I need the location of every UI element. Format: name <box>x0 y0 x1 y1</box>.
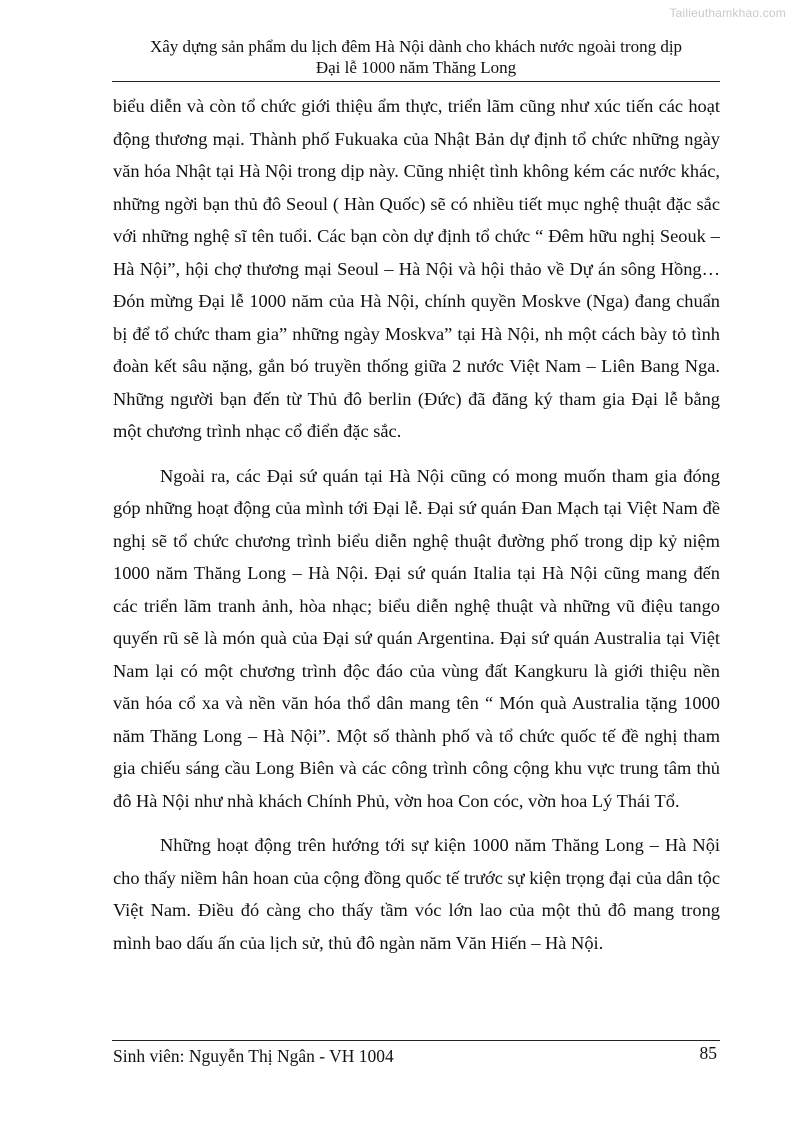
header-line-2: Đại lễ 1000 năm Thăng Long <box>315 58 517 77</box>
page-body <box>113 90 720 971</box>
footer-divider <box>112 1040 720 1041</box>
page-number: 85 <box>699 1043 717 1063</box>
paragraph-continued: biểu diễn và còn tổ chức giới thiệu ẩm thực, triển lãm cũng như xúc tiến các hoạt động thương mại. Thành phố Fukuaka của Nhật Bản dự định tổ chức những ngày văn hóa Nhật tại Hà Nội trong dịp này. Cũng nhiệt tình không kém các nước khác, những ngời bạn thủ đô Seoul ( Hàn Quốc) sẽ có nhiều tiết mục nghệ thuật đặc sắc với những nghệ sĩ tên tuổi. Các bạn còn dự định tổ chức “ Đêm hữu nghị Seouk – Hà Nội”, hội chợ thương mại Seoul – Hà Nội và hội thảo về Dự án sông Hồng…Đón mừng Đại lễ 1000 năm của Hà Nội, chính quyền Moskve (Nga) đang chuẩn bị để tổ chức tham gia” những ngày Moskva” tại Hà Nội, nh một cách bày tỏ tình đoàn kết sâu nặng, gắn bó truyền thống giữa 2 nước Việt Nam – Liên Bang Nga. Những người bạn đến từ Thủ đô berlin (Đức) đã đăng ký tham gia Đại lễ bằng một chương trình nhạc cổ điển đặc sắc. <box>113 96 720 441</box>
footer-author: Sinh viên: Nguyễn Thị Ngân - VH 1004 <box>113 1046 394 1066</box>
watermark: Tailieuthamkhao.com <box>669 6 786 20</box>
header-line-1: Xây dựng sản phẩm du lịch đêm Hà Nội dành cho khách nước ngoài trong dịp <box>149 37 683 56</box>
paragraph: Những hoạt động trên hướng tới sự kiện 1000 năm Thăng Long – Hà Nội cho thấy niềm hân hoan của cộng đồng quốc tế trước sự kiện trọng đại của dân tộc Việt Nam. Điều đó càng cho thấy tầm vóc lớn lao của một thủ đô mang trong mình bao dấu ấn của lịch sử, thủ đô ngàn năm Văn Hiến – Hà Nội. <box>113 835 720 953</box>
header-divider <box>112 81 720 82</box>
paragraph: Ngoài ra, các Đại sứ quán tại Hà Nội cũng có mong muốn tham gia đóng góp những hoạt động của mình tới Đại lễ. Đại sứ quán Đan Mạch tại Việt Nam đề nghị sẽ tổ chức chương trình biểu diễn nghệ thuật đường phố trong dịp kỷ niệm 1000 năm Thăng Long – Hà Nội. Đại sứ quán Italia tại Hà Nội cũng mang đến các triển lãm tranh ảnh, hòa nhạc; biểu diễn nghệ thuật và những vũ điệu tango quyến rũ sẽ là món quà của Đại sứ quán Argentina. Đại sứ quán Australia tại Việt Nam lại có một chương trình độc đáo của vùng đất Kangkuru là giới thiệu nền văn hóa cổ xa và nền văn hóa thổ dân mang tên “ Món quà Australia tặng 1000 năm Thăng Long – Hà Nội”. Một số thành phố và tổ chức quốc tế đề nghị tham gia chiếu sáng cầu Long Biên và các công trình công cộng khu vực trung tâm thủ đô Hà Nội như nhà khách Chính Phủ, vờn hoa Con cóc, vờn hoa Lý Thái Tổ. <box>113 465 720 811</box>
running-header <box>112 36 720 78</box>
